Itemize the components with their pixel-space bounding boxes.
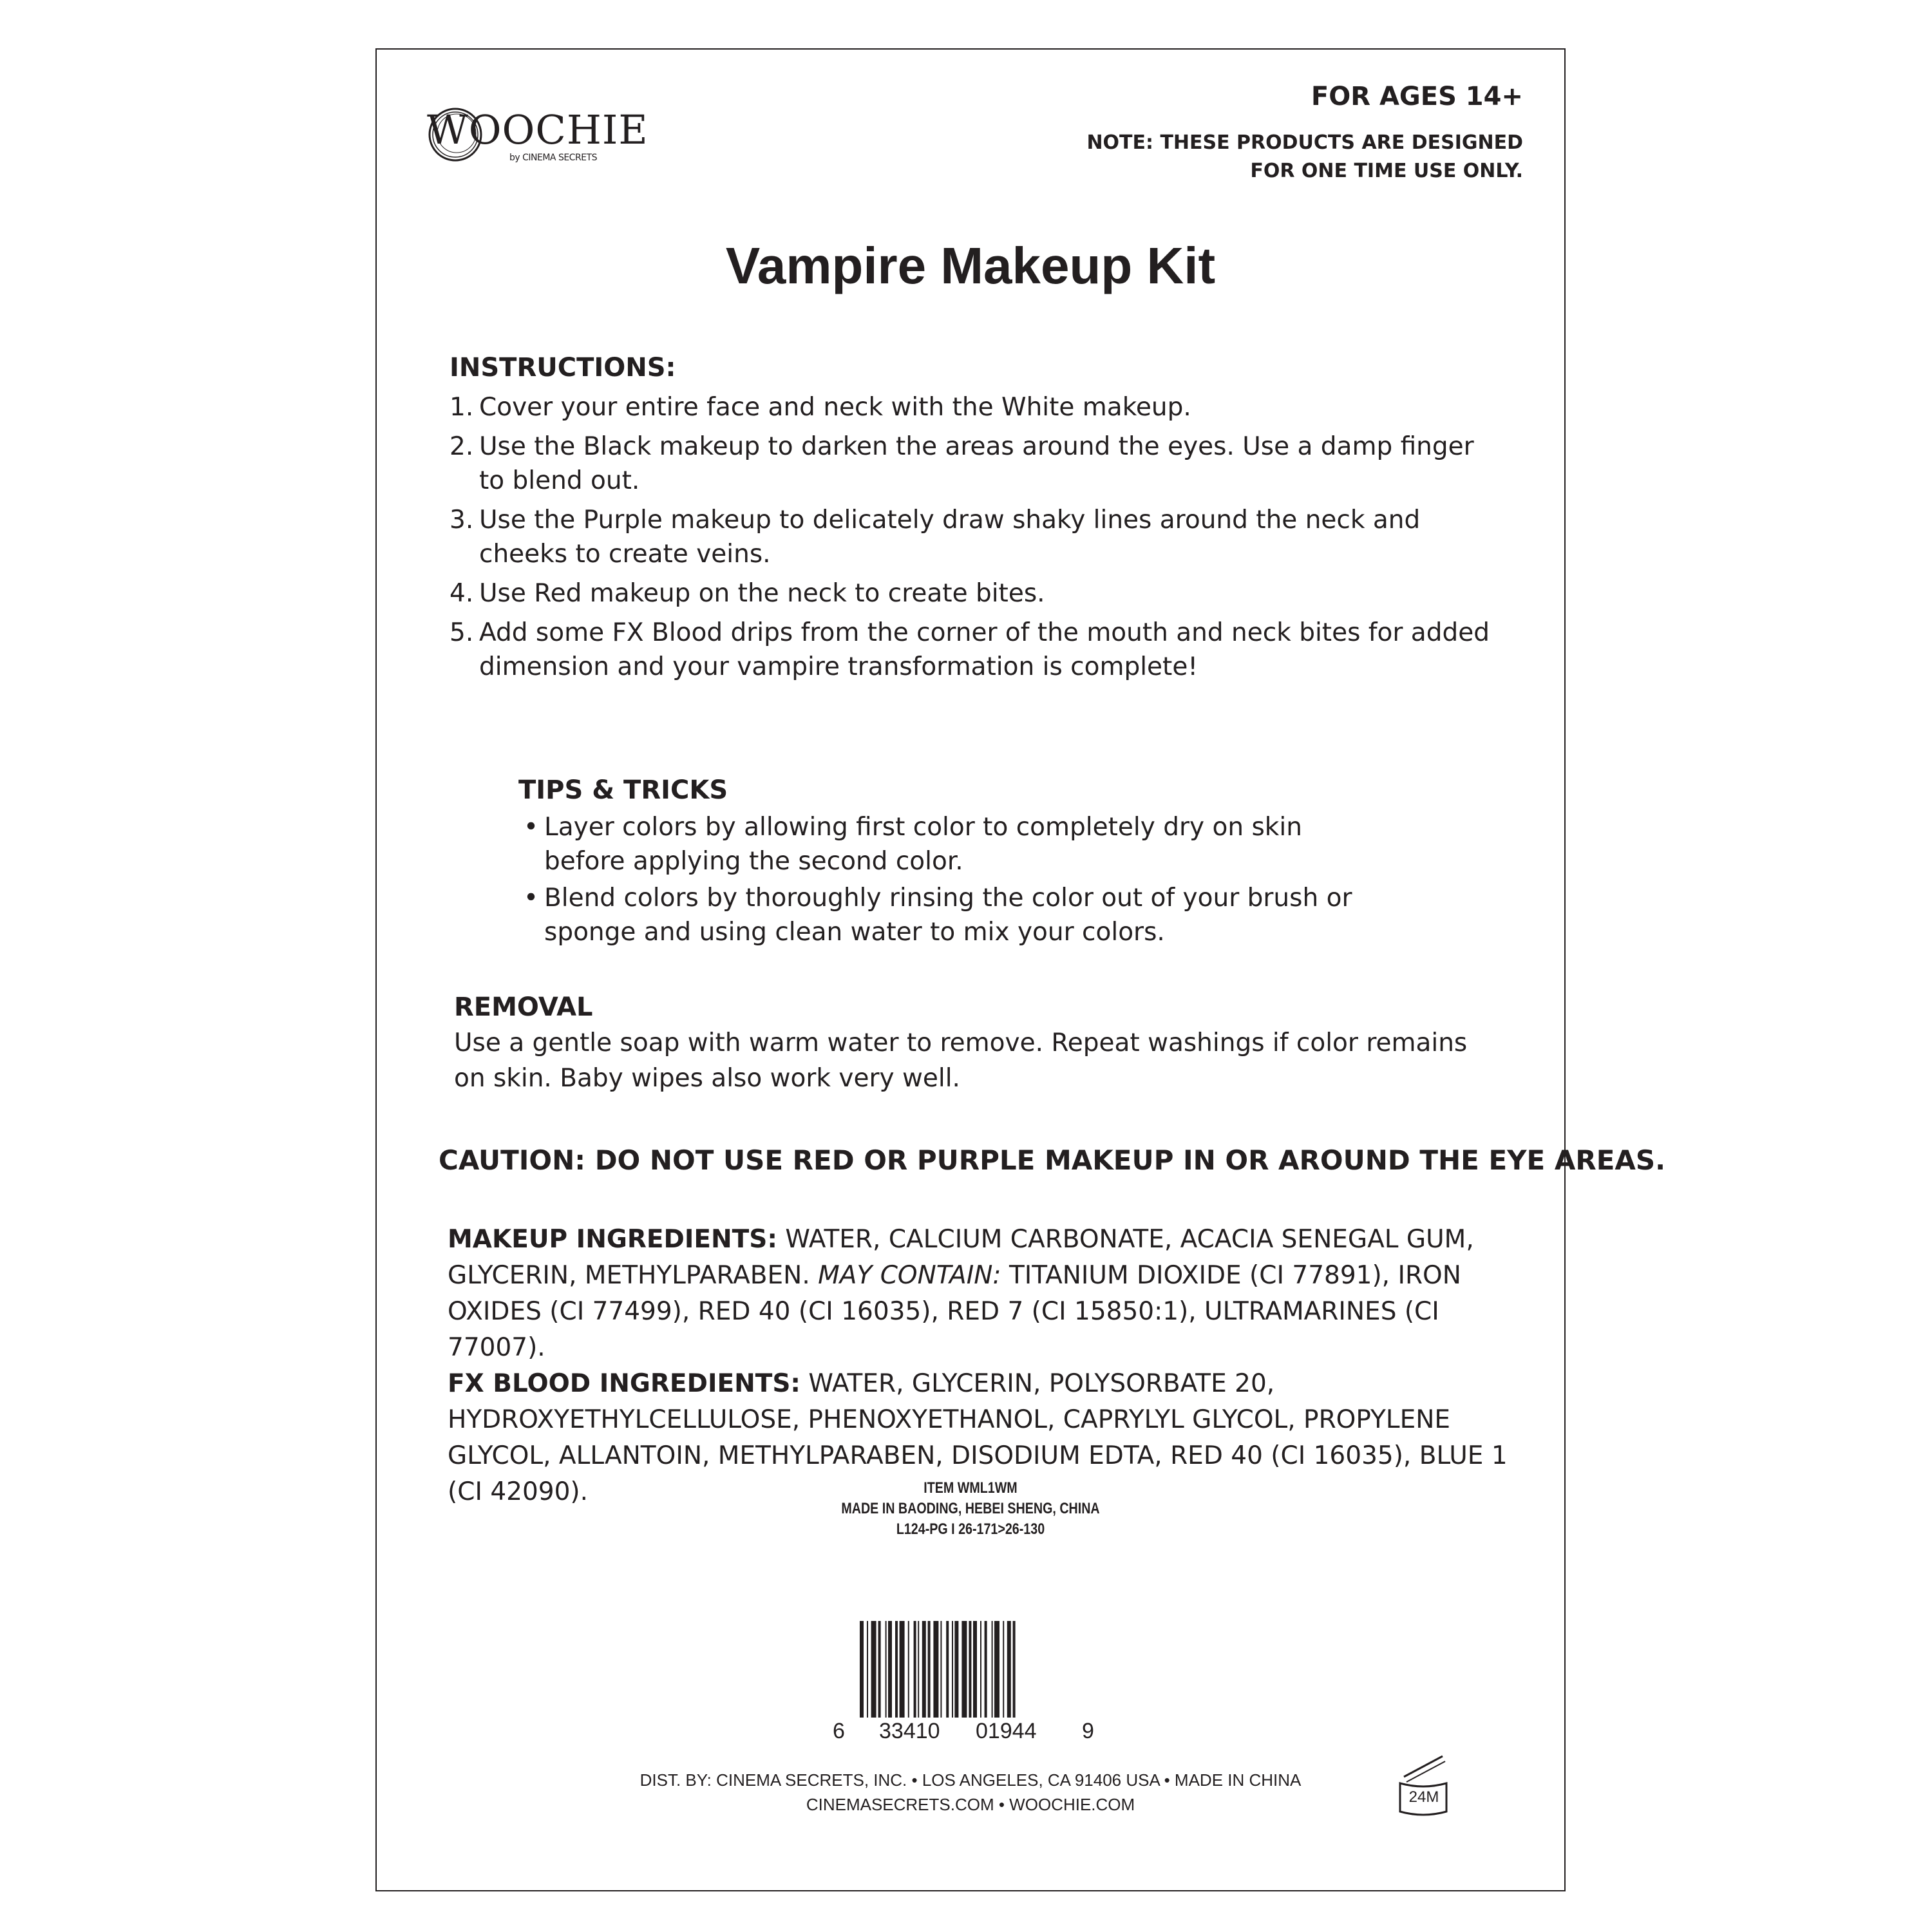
step-number: 3.	[450, 506, 474, 535]
tip-item	[518, 881, 1368, 949]
step-text: Use the Purple makeup to delicately draw shaky lines around the neck and cheeks to create veins.	[479, 506, 1421, 569]
bullet-icon: •	[524, 813, 539, 842]
barcode-digits-right: 01944	[976, 1719, 1037, 1743]
logo-sub: by CINEMA SECRETS	[509, 153, 597, 163]
instructions-heading: INSTRUCTIONS:	[450, 353, 676, 383]
item-number: ITEM WML1WM	[923, 1479, 1018, 1497]
barcode-digit-last: 9	[1082, 1719, 1094, 1743]
instruction-step	[450, 390, 1506, 424]
page-title: Vampire Makeup Kit	[725, 237, 1216, 294]
may-contain-text: TITANIUM DIOXIDE (CI 77891), IRON OXIDES (CI 77499), RED 40 (CI 16035), RED 7 (CI 15850:1), ULTRAMARINES (CI 77007).	[448, 1261, 1461, 1362]
age-rating: FOR AGES 14+	[1311, 82, 1523, 111]
barcode-digit-first: 6	[833, 1719, 845, 1743]
removal-heading: REMOVAL	[454, 992, 593, 1022]
step-number: 4.	[450, 579, 474, 608]
barcode-digits-left: 33410	[879, 1719, 940, 1743]
pao-label: 24M	[1408, 1788, 1439, 1806]
ingredients-section	[448, 1222, 1517, 1510]
woochie-logo	[427, 101, 649, 172]
step-number: 2.	[450, 432, 474, 461]
tips-section	[518, 773, 1368, 949]
removal-text: Use a gentle soap with warm water to remove. Repeat washings if color remains on skin. Baby wipes also work very well.	[454, 1028, 1468, 1093]
removal-section	[454, 990, 1497, 1096]
step-number: 1.	[450, 393, 474, 422]
instructions-section	[450, 351, 1506, 684]
may-contain-label: MAY CONTAIN:	[818, 1261, 1001, 1290]
makeup-ingredients-label: MAKEUP INGREDIENTS:	[448, 1225, 777, 1254]
period-after-opening	[1391, 1743, 1455, 1821]
instruction-step	[450, 616, 1506, 684]
one-time-use-note	[1086, 129, 1523, 185]
instruction-step	[450, 576, 1506, 611]
bullet-icon: •	[524, 884, 539, 913]
footer-address: DIST. BY: CINEMA SECRETS, INC. • LOS ANGELES, CA 91406 USA • MADE IN CHINA	[639, 1770, 1302, 1790]
makeup-ingredients-text: WATER, CALCIUM CARBONATE, ACACIA SENEGAL GUM, GLYCERIN, METHYLPARABEN.	[448, 1225, 1474, 1290]
note-line-1: NOTE: THESE PRODUCTS ARE DESIGNED	[1086, 131, 1523, 154]
open-jar-icon	[1391, 1743, 1455, 1821]
logo-word: WOOCHIE	[427, 106, 649, 153]
note-line-2: FOR ONE TIME USE ONLY.	[1250, 160, 1523, 182]
instruction-step	[450, 503, 1506, 571]
barcode	[828, 1621, 1098, 1763]
tip-item	[518, 810, 1368, 878]
distributor-footer	[377, 1768, 1564, 1817]
blood-ingredients-text: WATER, GLYCERIN, POLYSORBATE 20, HYDROXYETHYLCELLULOSE, PHENOXYETHANOL, CAPRYLYL GLYCOL, PROPYLENE GLYCOL, ALLANTOIN, METHYLPARABEN, DISODIUM EDTA, RED 40 (CI 16035), BLUE 1 (CI 42090).	[448, 1369, 1508, 1506]
tip-text: Blend colors by thoroughly rinsing the color out of your brush or sponge and using clean water to mix your colors.	[544, 884, 1352, 947]
footer-websites: CINEMASECRETS.COM • WOOCHIE.COM	[806, 1795, 1135, 1814]
caution-warning: CAUTION: DO NOT USE RED OR PURPLE MAKEUP IN OR AROUND THE EYE AREAS.	[439, 1144, 1666, 1176]
item-info	[484, 1478, 1457, 1540]
lot-code: L124-PG I 26-171>26-130	[896, 1520, 1045, 1538]
step-text: Add some FX Blood drips from the corner of the mouth and neck bites for added dimension and your vampire transformation is complete!	[479, 618, 1490, 681]
tip-text: Layer colors by allowing first color to completely dry on skin before applying the second color.	[544, 813, 1302, 876]
step-number: 5.	[450, 618, 474, 647]
tips-heading: TIPS & TRICKS	[518, 775, 728, 805]
makeup-ingredients	[448, 1222, 1517, 1366]
instruction-step	[450, 430, 1506, 498]
step-text: Use Red makeup on the neck to create bites.	[479, 579, 1045, 608]
step-text: Cover your entire face and neck with the White makeup.	[479, 393, 1191, 422]
barcode-bars-icon	[860, 1621, 1072, 1718]
step-text: Use the Black makeup to darken the areas around the eyes. Use a damp finger to blend out.	[479, 432, 1474, 495]
instruction-card	[375, 48, 1666, 1891]
blood-ingredients-label: FX BLOOD INGREDIENTS:	[448, 1369, 801, 1398]
made-in: MADE IN BAODING, HEBEI SHENG, CHINA	[841, 1500, 1100, 1517]
